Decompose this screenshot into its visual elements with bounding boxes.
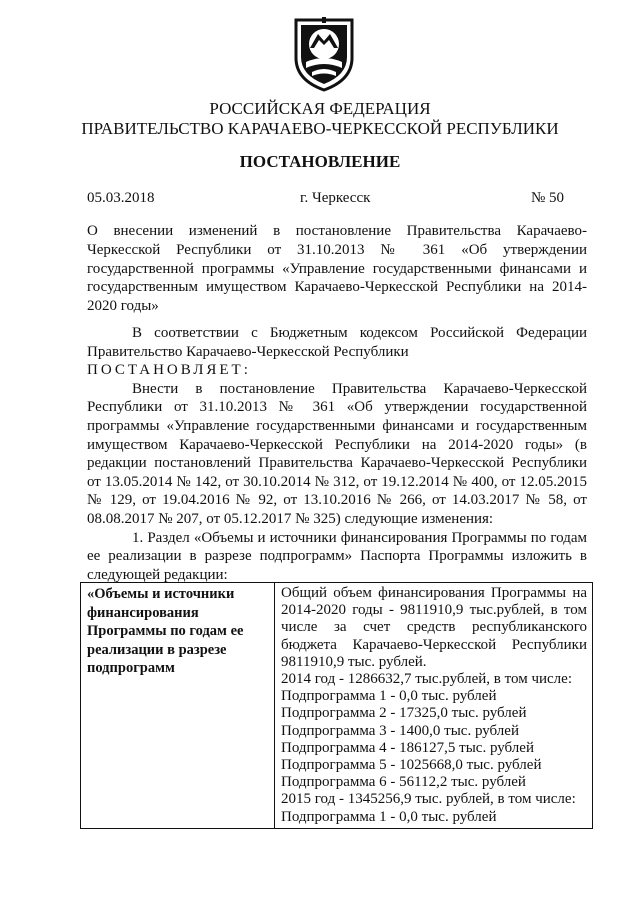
funding-line: Подпрограмма 4 - 186127,5 тыс. рублей [281, 739, 534, 756]
table-value-cell [275, 583, 593, 829]
document-type-title: ПОСТАНОВЛЕНИЕ [239, 152, 401, 171]
coat-of-arms-icon [292, 14, 356, 92]
resolves-heading: ПОСТАНОВЛЯЕТ: [87, 362, 251, 379]
funding-line: Подпрограмма 2 - 17325,0 тыс. рублей [281, 705, 527, 722]
passport-table [80, 582, 593, 829]
funding-total-text: Общий объем финансирования Программы на 2014-2020 годы - 9811910,9 тыс.рублей, в том числе за счет средств республиканского бюджета Карачаево-Черкесской Республики 9811910,9 тыс. рублей. [281, 585, 587, 670]
funding-line: Подпрограмма 1 - 0,0 тыс. рублей [281, 808, 497, 825]
document-subject: О внесении изменений в постановление Правительства Карачаево-Черкесской Республики от 31.10.2013 № 361 «Об утверждении государственной программы «Управление государственными финансами и государственным имуществом Карачаево-Черкесской Республики на 2014-2020 годы» [87, 223, 587, 315]
funding-line: 2015 год - 1345256,9 тыс. рублей, в том числе: [281, 791, 576, 808]
paragraph-changes: Внести в постановление Правительства Карачаево-Черкесской Республики от 31.10.2013 № 361 «Об утверждении государственной программы «Управление государственными финансами и государственным имуществом Карачаево-Черкесской Республики на 2014-2020 годы» (в редакции постановлений Правительства Карачаево-Черкесской Республики от 13.05.2014 № 142, от 30.10.2014 № 312, от 19.12.2014 № 400, от 12.05.2015 № 129, от 19.04.2016 № 92, от 13.10.2016 № 266, от 14.03.2017 № 58, от 08.08.2017 № 207, от 05.12.2017 № 325) следующие изменения: [87, 380, 587, 527]
funding-line: Подпрограмма 1 - 0,0 тыс. рублей [281, 688, 497, 705]
funding-line: Подпрограмма 6 - 56112,2 тыс. рублей [281, 774, 526, 791]
header-government: ПРАВИТЕЛЬСТВО КАРАЧАЕВО-ЧЕРКЕССКОЙ РЕСПУБЛИКИ [81, 119, 559, 138]
table-row [81, 583, 593, 829]
document-date: 05.03.2018 [87, 190, 155, 206]
funding-line: Подпрограмма 3 - 1400,0 тыс. рублей [281, 722, 519, 739]
document-city: г. Черкесск [300, 190, 371, 206]
document-body [87, 324, 587, 584]
header-country: РОССИЙСКАЯ ФЕДЕРАЦИЯ [209, 99, 431, 118]
funding-line: Подпрограмма 5 - 1025668,0 тыс. рублей [281, 757, 542, 774]
document-number: № 50 [531, 190, 565, 206]
paragraph-item-1: 1. Раздел «Объемы и источники финансирования Программы по годам ее реализации в разрезе подпрограмм» Паспорта Программы изложить в следующей редакции: [87, 529, 587, 583]
paragraph-preamble: В соответствии с Бюджетным кодексом Российской Федерации Правительство Карачаево-Черкесской Республики [87, 325, 587, 360]
table-label-cell: «Объемы и источники финансирования Программы по годам ее реализации в разрезе подпрограмм [81, 583, 275, 829]
funding-line: 2014 год - 1286632,7 тыс.рублей, в том числе: [281, 671, 572, 688]
